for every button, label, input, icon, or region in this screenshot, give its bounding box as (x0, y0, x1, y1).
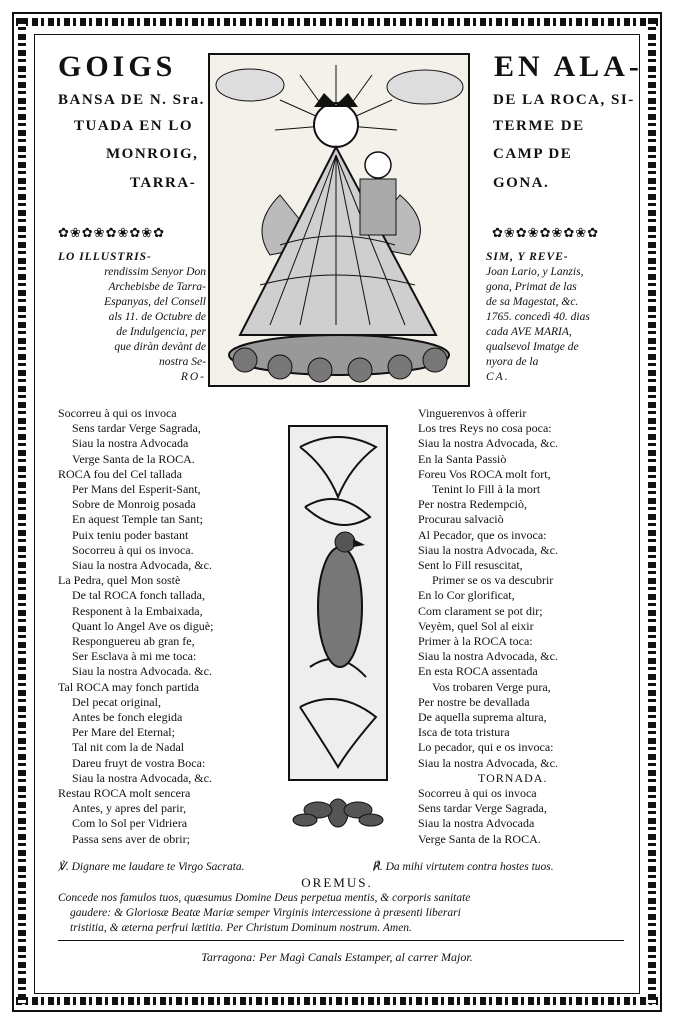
bottom-border-ornament (16, 997, 658, 1005)
flower-icon (290, 790, 386, 836)
fleuron-left: ✿❀✿❀✿❀✿❀✿ (58, 225, 166, 240)
indulgence-left-line: Archebisbe de Tarra- (108, 281, 206, 293)
verse-left-line: Tal nit com la de Nadal (72, 740, 185, 755)
prayer (58, 891, 624, 936)
fleuron-right: ✿❀✿❀✿❀✿❀✿ (492, 225, 600, 240)
verse-left-line: Tal ROCA may fonch partida (58, 679, 200, 694)
indulgence-right (486, 250, 626, 385)
bird-foliage-icon (290, 427, 386, 779)
verse-right-line: Veyèm, quel Sol al eixir (418, 618, 534, 633)
verse-left-line: Dareu fruyt de vostra Boca: (72, 755, 206, 770)
verse-right-line: Siau la nostra Advocada, &c. (418, 755, 558, 770)
title-right-line-2: DE LA ROCA, SI- (493, 92, 635, 108)
verse-right-line: Primer se os va descubrir (432, 573, 554, 588)
verse-right-line: Per nostre be devallada (418, 694, 530, 709)
indulgence-left-line: Espanyas, del Consell (104, 296, 206, 308)
prayer-line: gaudere: & Gloriosæ Beatæ Mariæ semper Virginis intercessione à præsenti liberari (70, 907, 461, 919)
title-left-line-3: TUADA EN LO (74, 118, 194, 134)
verse-right-line: Procurau salvaciò (418, 512, 504, 527)
verse-right-line: Isca de tota tristura (418, 725, 510, 740)
indulgence-right-line: nyora de la (486, 356, 539, 368)
verse-right-line: Siau la nostra Advocada, &c. (418, 542, 558, 557)
verse-right-line: En la Santa Passiò (418, 451, 507, 466)
verse-right-line: Los tres Reys no cosa poca: (418, 421, 552, 436)
verse-left-line: Verge Santa de la ROCA. (72, 451, 195, 466)
verse-left-line: Puix teniu poder bastant (72, 527, 189, 542)
verse-left-line: Sens tardar Verge Sagrada, (72, 421, 201, 436)
verse-left-line: Ser Esclava à mi me toca: (72, 649, 197, 664)
verse-left-line: Passa sens aver de obrir; (72, 831, 190, 846)
verse-right-line: Verge Santa de la ROCA. (418, 831, 541, 846)
right-border-ornament (648, 18, 656, 1004)
title-right-line-3: TERME DE (493, 118, 585, 134)
verse-left-line: Socorreu à qui os invoca (58, 406, 177, 420)
verse-right-line: Sent lo Fill resuscitat, (418, 558, 523, 573)
top-border-ornament (16, 18, 658, 26)
indulgence-right-line: de sa Magestat, &c. (486, 296, 579, 308)
prayer-line: tristitia, & æterna perfrui lætitia. Per Christum Dominum nostrum. Amen. (70, 922, 412, 934)
verse-right-line: Socorreu à qui os invoca (418, 786, 537, 801)
flower-ornament (290, 790, 386, 836)
indulgence-right-line: Joan Lario, y Lanzis, (486, 266, 584, 278)
verse-left-line: Siau la nostra Advocada (72, 436, 189, 451)
verse-left-line: Restau ROCA molt sencera (58, 786, 191, 801)
verse-right-line: Siau la nostra Advocada, &c. (418, 436, 558, 451)
indulgence-right-line: 1765. concedì 40. dias (486, 311, 590, 323)
verse-left-line: Antes, y apres del parir, (72, 801, 187, 816)
left-border-ornament (18, 18, 26, 1004)
verse-right-line: Foreu Vos ROCA molt fort, (418, 466, 551, 481)
title-left-line-1: GOIGS (58, 50, 177, 83)
title-right-line-1: EN ALA- (494, 50, 643, 83)
verse-left-line: Quant lo Angel Ave os diguè; (72, 618, 214, 633)
verse-right-line: Tenint lo Fill à la mort (432, 482, 541, 497)
indulgence-right-line: SIM, Y REVE- (486, 251, 569, 263)
verse-left-line: Per Mans del Esperit-Sant, (72, 482, 201, 497)
title-right-line-5: GONA. (493, 175, 550, 191)
response: ℟. Da mihi virtutem contra hostes tuos. (372, 861, 554, 873)
verse-right-line: Primer à la ROCA toca: (418, 634, 533, 649)
indulgence-left (58, 250, 206, 385)
verse-left-line: Socorreu à qui os invoca. (72, 542, 194, 557)
verse-right-line: De aquella suprema altura, (418, 710, 547, 725)
imprint: Tarragona: Per Magì Canals Estamper, al carrer Major. (201, 950, 473, 964)
verse-left-line: Sobre de Monroig posada (72, 497, 196, 512)
indulgence-left-line: de Indulgencia, per (116, 326, 206, 338)
verse-left-line: Siau la nostra Advocada. &c. (72, 664, 212, 679)
verse-right-line: Siau la nostra Advocada, &c. (418, 649, 558, 664)
verse-left-line: Responguereu ab gran fe, (72, 634, 195, 649)
indulgence-left-line: nostra Se- (159, 356, 206, 368)
versicle: ℣. Dignare me laudare te Virgo Sacrata. (58, 861, 245, 873)
title-left-line-2: BANSA DE N. Sra. (58, 92, 205, 108)
verse-right-line: En esta ROCA assentada (418, 664, 538, 679)
divider-rule (58, 940, 624, 941)
verse-right-line: Siau la nostra Advocada (418, 816, 535, 831)
indulgence-right-line: cada AVE MARIA, (486, 326, 572, 338)
verse-right-line: En lo Cor glorificat, (418, 588, 515, 603)
verse-left-line: Siau la nostra Advocada, &c. (72, 558, 212, 573)
indulgence-right-line: gona, Primat de las (486, 281, 577, 293)
verse-left-line: ROCA fou del Cel tallada (58, 466, 182, 481)
verses-right (418, 406, 628, 847)
indulgence-right-line: qualsevol Imatge de (486, 341, 579, 353)
verse-left-line: Com lo Sol per Vidriera (72, 816, 188, 831)
verse-right-line: Sens tardar Verge Sagrada, (418, 801, 547, 816)
indulgence-left-line: rendissim Senyor Don (104, 266, 206, 278)
indulgence-left-line: LO ILLUSTRIS- (58, 251, 152, 263)
oremus-heading: OREMUS. (301, 875, 373, 890)
verse-left-line: En aquest Temple tan Sant; (72, 512, 203, 527)
virgin-woodcut-image (208, 53, 470, 387)
verses-left (58, 406, 286, 847)
verse-right-line: TORNADA. (478, 770, 548, 785)
verse-right-line: Per nostra Redempciò, (418, 497, 527, 512)
indulgence-right-line: CA. (486, 371, 510, 383)
prayer-line: Concede nos famulos tuos, quæsumus Domine Deus perpetua mentis, & corporis sanitate (58, 892, 471, 904)
verse-left-line: Antes be fonch elegida (72, 710, 183, 725)
title-right-line-4: CAMP DE (493, 146, 573, 162)
bird-ornament-image (288, 425, 388, 781)
indulgence-left-line: als 11. de Octubre de (108, 311, 206, 323)
verse-left-line: Siau la nostra Advocada, &c. (72, 770, 212, 785)
verse-left-line: Per Mare del Eternal; (72, 725, 175, 740)
verse-left-line: Responent à la Embaixada, (72, 603, 203, 618)
verse-left-line: De tal ROCA fonch tallada, (72, 588, 205, 603)
verse-right-line: Lo pecador, qui e os invoca: (418, 740, 554, 755)
verse-right-line: Vos trobaren Verge pura, (432, 679, 551, 694)
virgin-and-child-icon (210, 55, 468, 385)
indulgence-left-line: RO- (180, 371, 206, 383)
title-left-line-4: MONROIG, (106, 146, 199, 162)
verse-left-line: La Pedra, quel Mon sostè (58, 573, 181, 588)
verse-right-line: Al Pecador, que os invoca: (418, 527, 547, 542)
title-left-line-5: TARRA- (130, 175, 197, 191)
verse-right-line: Com clarament se pot dir; (418, 603, 543, 618)
indulgence-left-line: que diràn devànt de (114, 341, 206, 353)
verse-left-line: Del pecat original, (72, 694, 161, 709)
verse-right-line: Vinguerenvos à offerir (418, 406, 527, 420)
